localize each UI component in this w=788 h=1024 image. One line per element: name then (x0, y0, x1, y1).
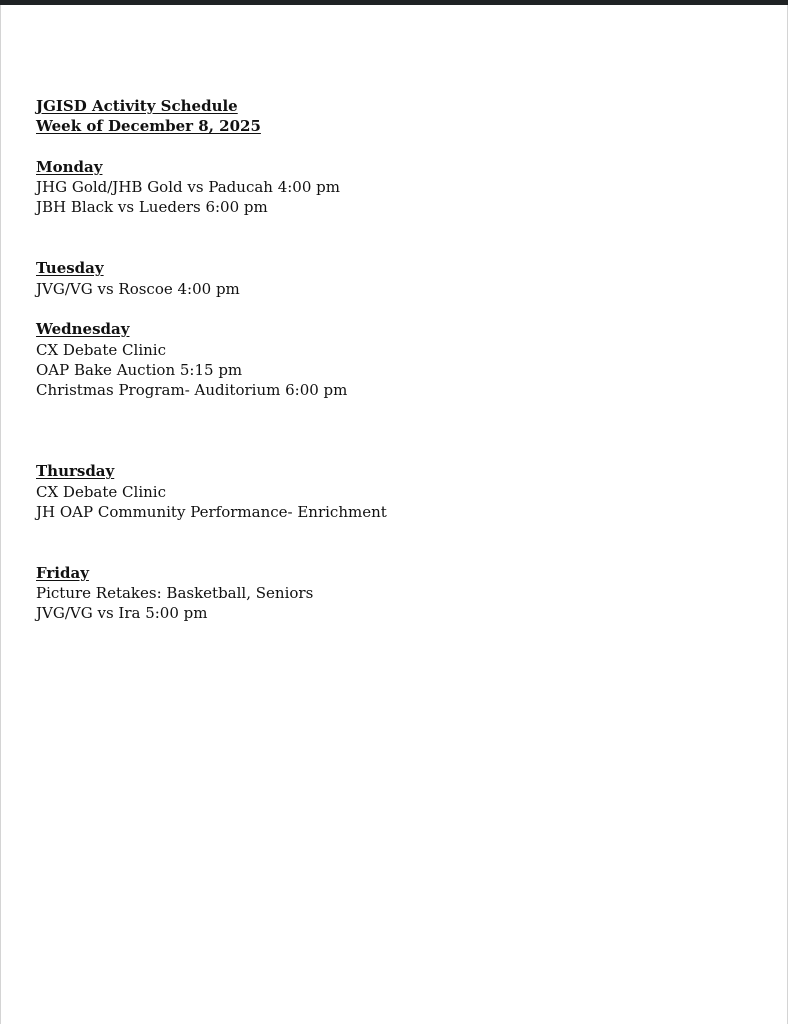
day-heading-friday: Friday (36, 563, 89, 582)
document-subtitle: Week of December 8, 2025 (36, 117, 261, 136)
day-heading-wednesday: Wednesday (36, 320, 130, 339)
document-page (0, 5, 788, 1024)
spacer (36, 137, 387, 157)
day-heading-monday: Monday (36, 157, 103, 176)
day-heading-thursday: Thursday (36, 462, 115, 481)
document-title: JGISD Activity Schedule (36, 97, 238, 115)
event-item: JHG Gold/JHB Gold vs Paducah 4:00 pm (36, 178, 340, 197)
event-item: JVG/VG vs Ira 5:00 pm (36, 604, 208, 623)
event-item: Picture Retakes: Basketball, Seniors (36, 584, 314, 603)
spacer (36, 522, 387, 563)
event-item: JBH Black vs Lueders 6:00 pm (36, 198, 268, 217)
event-item: CX Debate Clinic (36, 340, 166, 359)
event-item: CX Debate Clinic (36, 482, 166, 501)
event-item: Christmas Program- Auditorium 6:00 pm (36, 381, 348, 400)
spacer (36, 400, 387, 461)
day-heading-tuesday: Tuesday (36, 259, 104, 278)
event-item: OAP Bake Auction 5:15 pm (36, 360, 243, 379)
spacer (36, 299, 387, 319)
event-item: JH OAP Community Performance- Enrichment (36, 502, 387, 521)
schedule-content (36, 96, 387, 624)
spacer (36, 218, 387, 259)
event-item: JVG/VG vs Roscoe 4:00 pm (36, 279, 240, 298)
